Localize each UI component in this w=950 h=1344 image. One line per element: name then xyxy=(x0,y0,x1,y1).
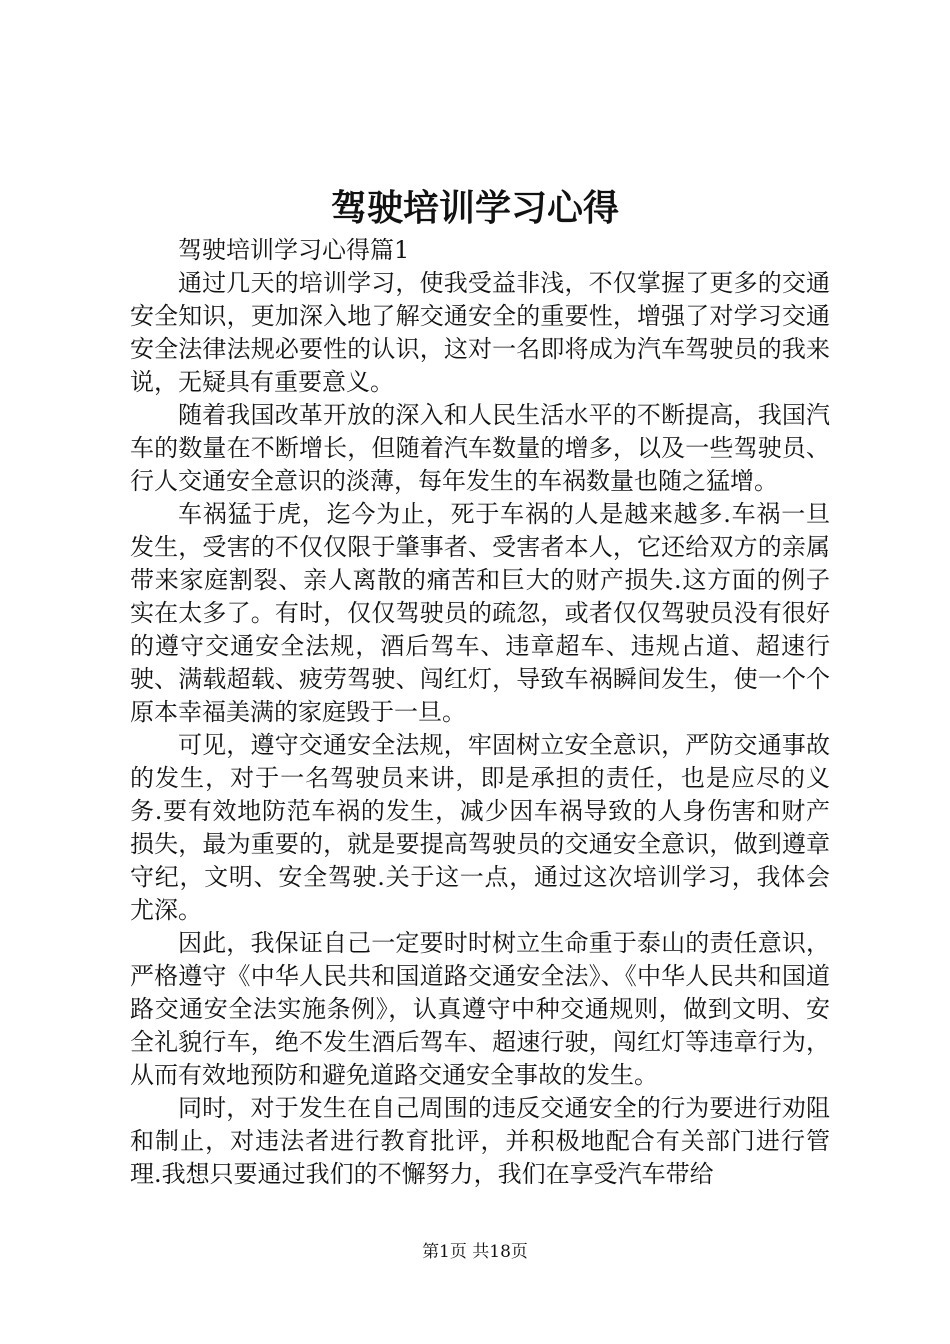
document-body xyxy=(130,234,830,1191)
paragraph: 通过几天的培训学习，使我受益非浅，不仅掌握了更多的交通安全知识，更加深入地了解交通安全的重要性，增强了对学习交通安全法律法规必要性的认识，这对一名即将成为汽车驾驶员的我来说，无疑具有重要意义。 xyxy=(130,269,830,396)
paragraph: 车祸猛于虎，迄今为止，死于车祸的人是越来越多.车祸一旦发生，受害的不仅仅限于肇事者、受害者本人，它还给双方的亲属带来家庭割裂、亲人离散的痛苦和巨大的财产损失.这方面的例子实在太多了。有时，仅仅驾驶员的疏忽，或者仅仅驾驶员没有很好的遵守交通安全法规，酒后驾车、违章超车、违规占道、超速行驶、满载超载、疲劳驾驶、闯红灯，导致车祸瞬间发生，使一个个原本幸福美满的家庭毁于一旦。 xyxy=(130,500,830,726)
document-subtitle: 驾驶培训学习心得篇1 xyxy=(178,236,410,264)
paragraph: 因此，我保证自己一定要时时树立生命重于泰山的责任意识，严格遵守《中华人民共和国道路交通安全法》、《中华人民共和国道路交通安全法实施条例》，认真遵守中种交通规则，做到文明、安全礼貌行车，绝不发生酒后驾车、超速行驶，闯红灯等违章行为，从而有效地预防和避免道路交通安全事故的发生。 xyxy=(130,929,830,1089)
document-title: 驾驶培训学习心得 xyxy=(330,187,619,229)
paragraph: 同时，对于发生在自己周围的违反交通安全的行为要进行劝阻和制止，对违法者进行教育批评，并积极地配合有关部门进行管理.我想只要通过我们的不懈努力，我们在享受汽车带给 xyxy=(130,1094,830,1188)
page-number-footer: 第1页 共18页 xyxy=(422,1242,528,1262)
paragraph: 随着我国改革开放的深入和人民生活水平的不断提高，我国汽车的数量在不断增长，但随着汽车数量的增多，以及一些驾驶员、行人交通安全意识的淡薄，每年发生的车祸数量也随之猛增。 xyxy=(130,401,830,495)
paragraph: 可见，遵守交通安全法规，牢固树立安全意识，严防交通事故的发生，对于一名驾驶员来讲，即是承担的责任，也是应尽的义务.要有效地防范车祸的发生，减少因车祸导致的人身伤害和财产损失，最为重要的，就是要提高驾驶员的交通安全意识，做到遵章守纪，文明、安全驾驶.关于这一点，通过这次培训学习，我体会尤深。 xyxy=(130,731,830,924)
